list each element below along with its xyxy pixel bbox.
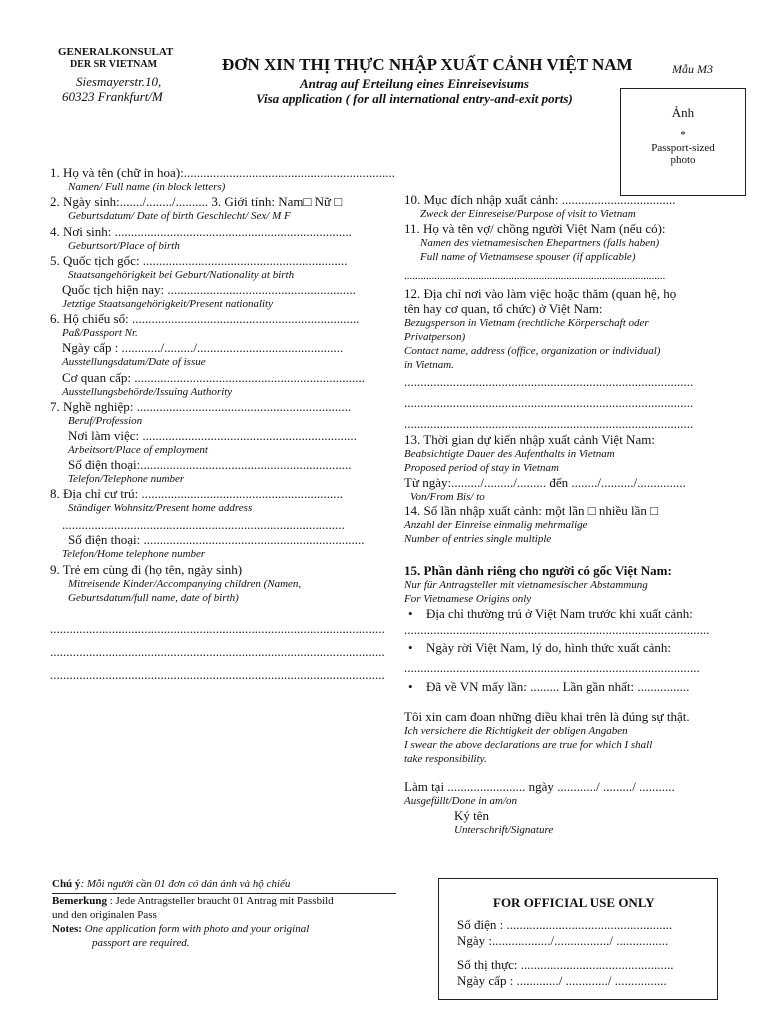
field-contact-sub2: Privatperson)	[404, 331, 466, 343]
field-address[interactable]: 8. Địa chỉ cư trú: ..............................................................	[50, 486, 344, 501]
field-done-in[interactable]: Làm tại ........................ ngày ............/ ........./ ...........	[404, 779, 675, 794]
field-address-line2[interactable]: .......................................................................................	[62, 517, 345, 532]
field-stay-sub1: Beabsichtigte Dauer des Aufenthalts in Vietnam	[404, 448, 615, 460]
field-contact-sub1: Bezugsperson in Vietnam (rechtliche Körperschaft oder	[404, 317, 649, 329]
field-workplace-sub: Arbeitsort/Place of employment	[68, 444, 208, 456]
field-contact-sub3: Contact name, address (office, organization or individual)	[404, 345, 661, 357]
signature-sub: Unterschrift/Signature	[454, 824, 554, 836]
consulate-name: GENERALKONSULAT	[58, 46, 174, 58]
declaration-en-2: take responsibility.	[404, 753, 487, 765]
field-stay-period: 13. Thời gian dự kiến nhập xuất cảnh Việt Nam:	[404, 432, 655, 447]
field-workplace[interactable]: Nơi làm việc: ..................................................................	[68, 428, 357, 443]
children-line-2[interactable]: .......................................................................................................	[50, 644, 385, 659]
official-use-box	[438, 878, 718, 1000]
field-children-sub1: Mitreisende Kinder/Accompanying children (Namen,	[68, 578, 302, 590]
note-en	[52, 923, 309, 935]
field-full-name[interactable]: 1. Họ và tên (chữ in hoa):.................................................................	[50, 165, 396, 180]
page-title: ĐƠN XIN THỊ THỰC NHẬP XUẤT CẢNH VIỆT NAM	[222, 55, 633, 74]
section-15-title: 15. Phần dành riêng cho người có gốc Việt Nam:	[404, 563, 672, 578]
field-entries-sub2: Number of entries single multiple	[404, 533, 552, 545]
field-stay-dates[interactable]: Từ ngày:........./........./......... đến ......../........../...............	[404, 475, 686, 490]
section-15-sub1: Nur für Antragsteller mit vietnamesischer Abstammung	[404, 579, 648, 591]
departure-line[interactable]: ...........................................................................................	[404, 660, 700, 675]
field-nationality-birth[interactable]: 5. Quốc tịch gốc: ...............................................................	[50, 253, 348, 268]
note-de-text: : Jede Antragsteller braucht 01 Antrag mit Passbild	[107, 895, 334, 907]
consulate-street: Siesmayerstr.10,	[76, 74, 162, 89]
field-work-phone[interactable]: Số điện thoại:.................................................................	[68, 457, 352, 472]
field-stay-sub2: Proposed period of stay in Vietnam	[404, 462, 559, 474]
children-line-3[interactable]: .......................................................................................................	[50, 667, 385, 682]
consulate-country: DER SR VIETNAM	[70, 59, 158, 70]
note-de	[52, 895, 334, 907]
field-dob-sex[interactable]: 2. Ngày sinh:......./......../.......... 3. Giới tính: Nam□ Nữ □	[50, 194, 343, 209]
note-vn	[52, 878, 290, 890]
field-children: 9. Trẻ em cùng đi (họ tên, ngày sinh)	[50, 562, 243, 577]
field-nationality-birth-sub: Staatsangehörigkeit bei Geburt/Nationality at birth	[68, 269, 295, 281]
note-en-2: passport are required.	[92, 937, 190, 949]
declaration-de: Ich versichere die Richtigkeit der obligen Angaben	[404, 725, 628, 737]
note-vn-label: Chú ý	[52, 878, 81, 890]
field-contact-sub4: in Vietnam.	[404, 359, 454, 371]
photo-label: Ảnh	[671, 105, 695, 120]
note-de-label: Bemerkung	[52, 895, 107, 907]
note-de-2: und den originalen Pass	[52, 909, 157, 921]
field-contact-address-2: tên hay cơ quan, tổ chức) ở Việt Nam:	[404, 301, 603, 316]
field-vn-address: • Địa chỉ thường trú ở Việt Nam trước khi xuất cảnh:	[426, 606, 693, 622]
official-visa-no: Số thị thực: ...............................................	[457, 957, 674, 972]
section-15-sub2: For Vietnamese Origins only	[404, 593, 532, 605]
field-nationality-present[interactable]: Quốc tịch hiện nay: ..........................................................	[62, 282, 356, 297]
field-dob-sex-sub: Geburtsdatum/ Date of birth Geschlecht/ Sex/ M F	[68, 210, 291, 222]
field-purpose-sub: Zweck der Einreseise/Purpose of visit to Vietnam	[420, 208, 636, 220]
children-line-1[interactable]: .......................................................................................................	[50, 621, 385, 636]
field-spouse-sub1: Namen des vietnamesischen Ehepartners (falls haben)	[420, 237, 660, 249]
field-home-phone[interactable]: Số điện thoại: ....................................................................	[68, 532, 365, 547]
field-passport-no[interactable]: 6. Hộ chiếu số: ......................................................................	[50, 311, 360, 326]
field-contact-address[interactable]: 12. Địa chỉ nơi vào làm việc hoặc thăm (quan hệ, họ	[404, 286, 677, 301]
contact-line-1[interactable]: .........................................................................................	[404, 374, 694, 389]
field-spouse[interactable]: 11. Họ và tên vợ/ chồng người Việt Nam (nếu có):	[404, 221, 666, 236]
note-en-label: Notes:	[52, 923, 82, 935]
official-phone: Số điện : ...................................................	[457, 917, 673, 932]
field-visits[interactable]: • Đã về VN mấy lần: ......... Lần gần nhất: ................	[426, 679, 689, 695]
official-date: Ngày :................../................./ ................	[457, 933, 669, 948]
declaration: Tôi xin cam đoan những điều khai trên là đúng sự thật.	[404, 709, 690, 724]
note-en-text: One application form with photo and your original	[81, 923, 310, 935]
signature-label: Ký tên	[454, 808, 490, 823]
field-profession[interactable]: 7. Nghề nghiệp: ..................................................................	[50, 399, 352, 414]
field-full-name-sub: Namen/ Full name (in block letters)	[68, 181, 226, 193]
subtitle-de: Antrag auf Erteilung eines Einreisevisums	[300, 76, 529, 91]
photo-text: photo	[670, 154, 696, 166]
field-issue-date-sub: Ausstellungsdatum/Date of issue	[62, 356, 206, 368]
field-address-sub: Ständiger Wohnsitz/Present home address	[68, 502, 253, 514]
field-issue-date[interactable]: Ngày cấp : ............/........./.............................................	[62, 340, 344, 355]
field-profession-sub: Beruf/Profession	[68, 415, 143, 427]
field-home-phone-sub: Telefon/Home telephone number	[62, 548, 206, 560]
field-entries[interactable]: 14. Số lần nhập xuất cảnh: một lần □ nhiều lần □	[404, 503, 658, 518]
field-birthplace-sub: Geburtsort/Place of birth	[68, 240, 180, 252]
note-vn-text: : Mỗi người cần 01 đơn có dán ảnh và hộ chiếu	[80, 878, 291, 890]
field-passport-no-sub: Paß/Passport Nr.	[62, 327, 138, 339]
divider	[52, 893, 396, 894]
field-issuing-authority-sub: Ausstellungsbehörde/Issuing Authority	[62, 386, 233, 398]
field-entries-sub1: Anzahl der Einreise einmalig mehrmalige	[404, 519, 588, 531]
contact-line-2[interactable]: .........................................................................................	[404, 395, 694, 410]
field-nationality-present-sub: Jetztige Staatsangehörigkeit/Present nationality	[62, 298, 273, 310]
field-stay-dates-sub: Von/From Bis/ to	[410, 491, 485, 503]
field-purpose[interactable]: 10. Mục đích nhập xuất cảnh: ...................................	[404, 192, 676, 207]
contact-line-3[interactable]: .........................................................................................	[404, 416, 694, 431]
subtitle-en: Visa application ( for all international entry-and-exit ports)	[256, 91, 573, 106]
vn-address-line[interactable]: ..............................................................................................	[404, 622, 710, 637]
declaration-en-1: I swear the above declarations are true for which I shall	[404, 739, 653, 751]
photo-size-text: Passport-sized	[651, 142, 715, 154]
field-birthplace[interactable]: 4. Nơi sinh: .........................................................................	[50, 224, 352, 239]
field-spouse-sub2: Full name of Vietnamsese spouser (if applicable)	[420, 251, 636, 263]
field-children-sub2: Geburtsdatum/full name, date of birth)	[68, 592, 239, 604]
consulate-city: 60323 Frankfurt/M	[62, 89, 163, 104]
official-title: FOR OFFICIAL USE ONLY	[493, 895, 655, 910]
field-work-phone-sub: Telefon/Telephone number	[68, 473, 185, 485]
photo-asterisk: *	[680, 129, 686, 141]
field-done-in-sub: Ausgefüllt/Done in am/on	[404, 795, 518, 807]
form-code: Mẫu M3	[672, 62, 713, 76]
official-issue-date: Ngày cấp : ............./ ............./ ................	[457, 973, 667, 988]
field-departure: • Ngày rời Việt Nam, lý do, hình thức xuất cảnh:	[426, 640, 671, 656]
photo-box	[620, 88, 746, 196]
field-spouse-line[interactable]: ...............................................................................................	[404, 270, 666, 282]
field-issuing-authority[interactable]: Cơ quan cấp: .......................................................................	[62, 370, 365, 385]
